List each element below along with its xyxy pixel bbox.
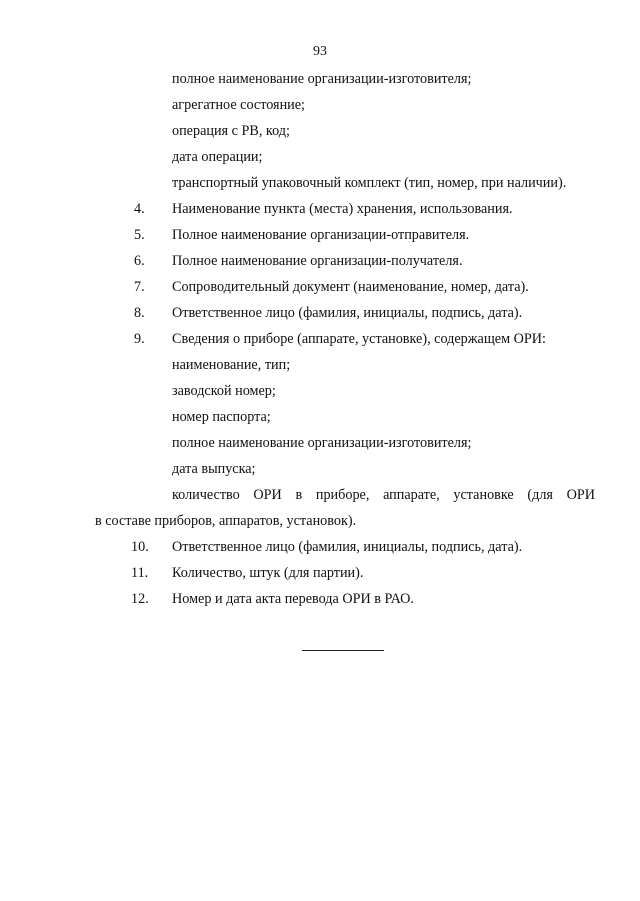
item-text: Сведения о приборе (аппарате, установке), содержащем ОРИ: — [172, 331, 546, 347]
item-number: 12. — [131, 591, 149, 607]
item-number: 8. — [134, 305, 145, 321]
intro-line: транспортный упаковочный комплект (тип, номер, при наличии). — [172, 175, 567, 191]
intro-line: дата операции; — [172, 149, 263, 165]
item-text: Полное наименование организации-отправителя. — [172, 227, 470, 243]
item-number: 6. — [134, 253, 145, 269]
item-text: Количество, штук (для партии). — [172, 565, 364, 581]
closing-rule — [302, 650, 384, 651]
quantity-line: количество ОРИ в приборе, аппарате, установке (для ОРИ — [172, 487, 595, 503]
item-text: Полное наименование организации-получателя. — [172, 253, 463, 269]
intro-line: полное наименование организации-изготовителя; — [172, 71, 472, 87]
item-number: 11. — [131, 565, 149, 581]
item-number: 5. — [134, 227, 145, 243]
item9-subline: полное наименование организации-изготовителя; — [172, 435, 472, 451]
item-text: Сопроводительный документ (наименование, номер, дата). — [172, 279, 529, 295]
item-text: Ответственное лицо (фамилия, инициалы, подпись, дата). — [172, 539, 523, 555]
item-text: Номер и дата акта перевода ОРИ в РАО. — [172, 591, 414, 607]
item9-subline: номер паспорта; — [172, 409, 271, 425]
item-text: Ответственное лицо (фамилия, инициалы, подпись, дата). — [172, 305, 523, 321]
item9-subline: дата выпуска; — [172, 461, 256, 477]
item9-subline: наименование, тип; — [172, 357, 291, 373]
quantity-line-continuation: в составе приборов, аппаратов, установок). — [95, 513, 357, 529]
item-number: 7. — [134, 279, 145, 295]
intro-line: агрегатное состояние; — [172, 97, 305, 113]
page-number: 93 — [313, 44, 327, 59]
item-number: 9. — [134, 331, 145, 347]
item-number: 4. — [134, 201, 145, 217]
item-text: Наименование пункта (места) хранения, использования. — [172, 201, 513, 217]
intro-line: операция с РВ, код; — [172, 123, 290, 139]
item-number: 10. — [131, 539, 149, 555]
item9-subline: заводской номер; — [172, 383, 276, 399]
